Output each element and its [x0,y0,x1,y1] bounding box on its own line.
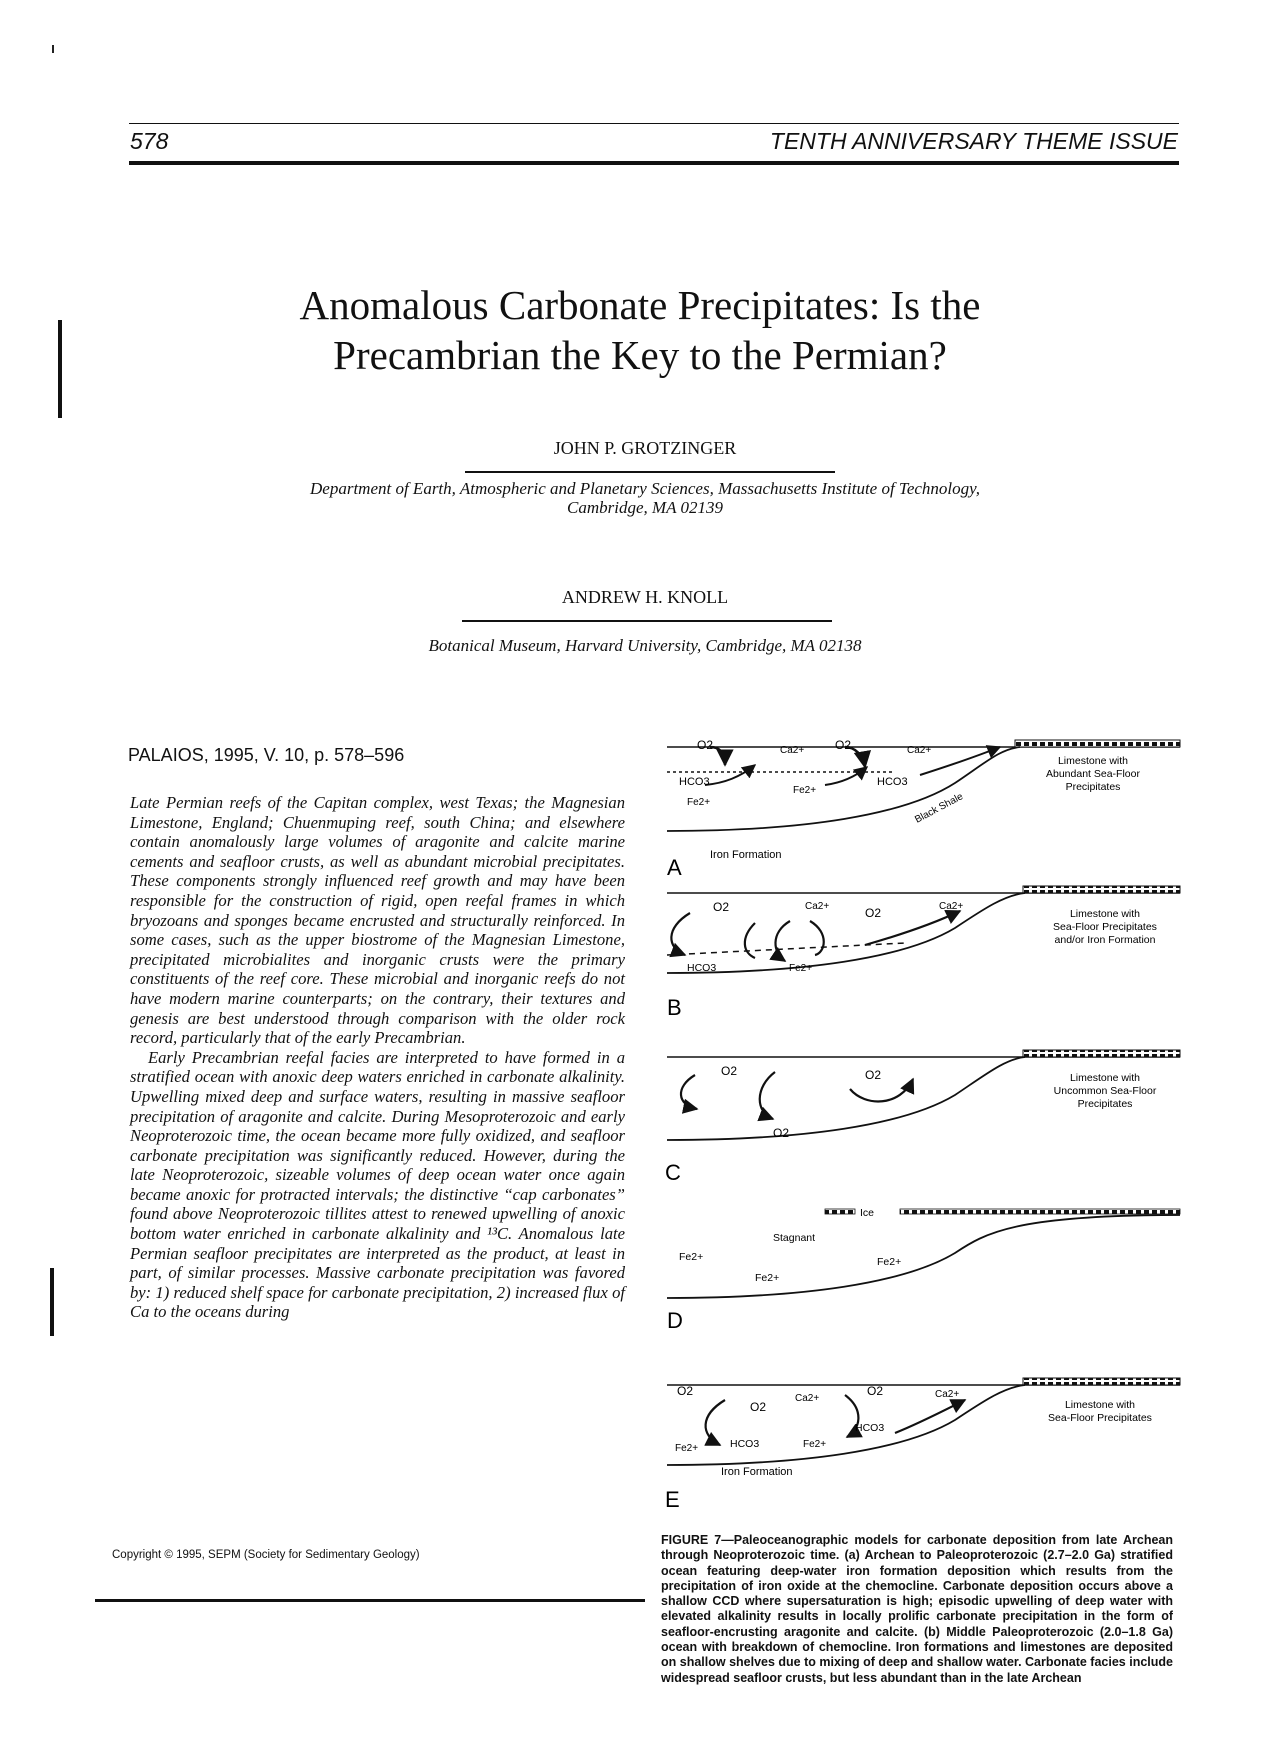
circulation-arrow [671,913,690,955]
limestone-shelf [1023,1378,1180,1385]
hco3-label: HCO3 [687,962,717,974]
running-title: TENTH ANNIVERSARY THEME ISSUE [769,128,1178,154]
hco3-label: HCO3 [679,776,710,788]
circulation-arrow [775,921,790,961]
ca-label: Ca2+ [805,901,830,912]
iron-formation-label: Iron Formation [710,849,782,861]
limestone-label: Sea-Floor Precipitates [1048,1412,1152,1424]
circulation-arrow [745,923,755,958]
citation: PALAIOS, 1995, V. 10, p. 578–596 [128,745,405,765]
fe-label: Fe2+ [755,1272,780,1284]
fe-label: Fe2+ [877,1256,902,1268]
limestone-label: and/or Iron Formation [1054,934,1156,946]
o2-label: O2 [713,900,730,914]
circulation-arrow [850,1079,913,1101]
limestone-label: Precipitates [1065,781,1121,793]
margin-mark [50,1268,54,1336]
ca-label: Ca2+ [935,1389,960,1400]
ca-label: Ca2+ [939,901,964,912]
fe-label: Fe2+ [675,1443,699,1454]
circulation-arrow [681,1075,697,1109]
panel-b [667,886,1180,974]
abstract [130,793,625,1322]
title-line-2: Precambrian the Key to the Permian? [333,332,947,378]
limestone-label: Limestone with [1057,755,1129,767]
title-line-1: Anomalous Carbonate Precipitates: Is the [299,282,981,328]
o2-label: O2 [721,1064,738,1078]
circulation-arrow [706,1400,725,1445]
author-1-rule [465,471,835,473]
hco3-label: HCO3 [855,1422,885,1434]
o2-label: O2 [750,1400,767,1414]
o2-label: O2 [835,738,852,752]
fe-label: Fe2+ [793,785,817,796]
footer-rule [95,1599,645,1602]
affiliation-1: Department of Earth, Atmospheric and Planetary Sciences, Massachusetts Institute of Technology, Cambridge, MA 02139 [310,479,980,517]
fe-label: Fe2+ [687,797,711,808]
article-title [130,280,1150,380]
abstract-paragraph-1: Late Permian reefs of the Capitan complex, west Texas; the Magnesian Limestone, England; Chuenmuping reef, south China; and elsewhere contain anomalously large volumes of aragonite and calcite marine cements and seafloor crusts, as well as abundant microbial precipitates. These components strongly influenced reef growth and may have been responsible for the construction of rigid, open reefal frames in which bryozoans and sponges became encrusted and structurally reinforced. In some cases, such as the upper biostrome of the Magnesian Limestone, precipitated microbialites and inorganic crusts were the primary constituents of the reef core. These microbial and inorganic reefs do not have modern marine counterparts; on the contrary, their textures and genesis are best understood through comparison with the older rock record, particularly that of the early Precambrian. [130,793,625,1048]
upwelling-arrow [895,1400,965,1433]
ca-label: Ca2+ [795,1393,820,1404]
limestone-label: Sea-Floor Precipitates [1053,921,1157,933]
margin-mark [58,320,62,418]
hco3-label: HCO3 [730,1438,760,1450]
ice-sheet [900,1209,1180,1214]
limestone-shelf [1023,886,1180,893]
figure-caption: FIGURE 7—Paleoceanographic models for carbonate deposition from late Archean through Neoproterozoic time. (a) Archean to Paleoproterozoic (2.7–2.0 Ga) stratified ocean featuring deep-water iron formation deposition which results from the precipitation of iron oxide at the chemocline. Carbonate deposition occurs above a shallow CCD where supersaturation is high; episodic upwelling of deep water with elevated alkalinity results in locally prolific carbonate precipitation in the form of seafloor-encrusting aragonite and calcite. (b) Middle Paleoproterozoic (2.0–1.8 Ga) ocean with breakdown of chemocline. Iron formations and limestones are deposited on shallow shelves due to mixing of deep and shallow water. Carbonate facies include widespread seafloor crusts, but less abundant than in the late Archean [661,1533,1173,1685]
o2-label: O2 [867,1384,884,1398]
limestone-label: Limestone with [1064,1399,1136,1411]
panel-e [667,1378,1180,1478]
hco3-label: HCO3 [877,776,908,788]
figure-7 [655,735,1190,1525]
panel-a [667,738,1180,861]
panel-letter-e: E [665,1487,680,1512]
fe-label: Fe2+ [679,1251,704,1263]
limestone-label: Abundant Sea-Floor [1046,768,1140,780]
fe-label: Fe2+ [803,1439,827,1450]
upwelling-arrow [825,767,867,785]
abstract-paragraph-2: Early Precambrian reefal facies are interpreted to have formed in a stratified ocean with anoxic deep waters enriched in carbonate alkalinity. Upwelling mixed deep and surface waters, resulting in massive seafloor precipitation of aragonite and calcite. During Mesoproterozoic and early Neoproterozoic time, the ocean became more fully oxidized, and seafloor carbonate precipitation was significantly reduced. However, during the late Neoproterozoic, sizeable volumes of deep ocean water once again became anoxic for protracted intervals; the distinctive “cap carbonates” found above Neoproterozoic tillites attest to renewed upwelling of anoxic bottom water enriched in carbonate alkalinity and ¹³C. Anomalous late Permian seafloor precipitates are interpreted as the product, at least in part, of similar processes. Massive carbonate precipitation was favored by: 1) reduced shelf space for carbonate precipitation, 2) increased flux of Ca to the oceans during [130,1047,625,1322]
panel-c [667,1050,1180,1140]
o2-label: O2 [677,1384,694,1398]
limestone-label: Limestone with [1069,1072,1141,1084]
stagnant-label: Stagnant [773,1232,816,1244]
black-shale-label: Black Shale [913,791,966,826]
ice-sheet [825,1209,855,1214]
limestone-shelf [1015,740,1180,747]
ca-label: Ca2+ [907,745,932,756]
limestone-label: Limestone with [1069,908,1141,920]
header-bottom-rule [129,161,1179,165]
author-2: ANDREW H. KNOLL [561,587,729,607]
iron-formation-label: Iron Formation [721,1466,793,1478]
panel-letter-b: B [667,995,682,1020]
limestone-label: Precipitates [1077,1098,1133,1110]
seafloor [667,1215,1180,1298]
fe-label: Fe2+ [789,963,813,974]
affiliation-2: Botanical Museum, Harvard University, Cambridge, MA 02138 [428,636,862,655]
upwelling-arrow [705,765,755,785]
panel-letter-c: C [665,1160,681,1185]
author-2-rule [462,620,832,622]
circulation-arrow [760,1072,775,1119]
author-1: JOHN P. GROTZINGER [553,438,737,458]
ice-label: Ice [860,1207,875,1219]
panel-letter-d: D [667,1308,683,1333]
ca-label: Ca2+ [780,745,805,756]
limestone-shelf [1023,1050,1180,1057]
o2-label: O2 [865,1068,882,1082]
o2-label: O2 [773,1126,790,1140]
page-number: 578 [130,128,169,154]
panel-d [667,1207,1180,1298]
copyright-line: Copyright © 1995, SEPM (Society for Sedimentary Geology) [112,1549,420,1561]
limestone-label: Uncommon Sea-Floor [1053,1085,1157,1097]
o2-label: O2 [865,906,882,920]
panel-letter-a: A [667,855,682,880]
header-top-rule [129,123,1179,124]
circulation-arrow [810,921,824,955]
margin-mark [52,45,54,53]
o2-label: O2 [697,738,714,752]
